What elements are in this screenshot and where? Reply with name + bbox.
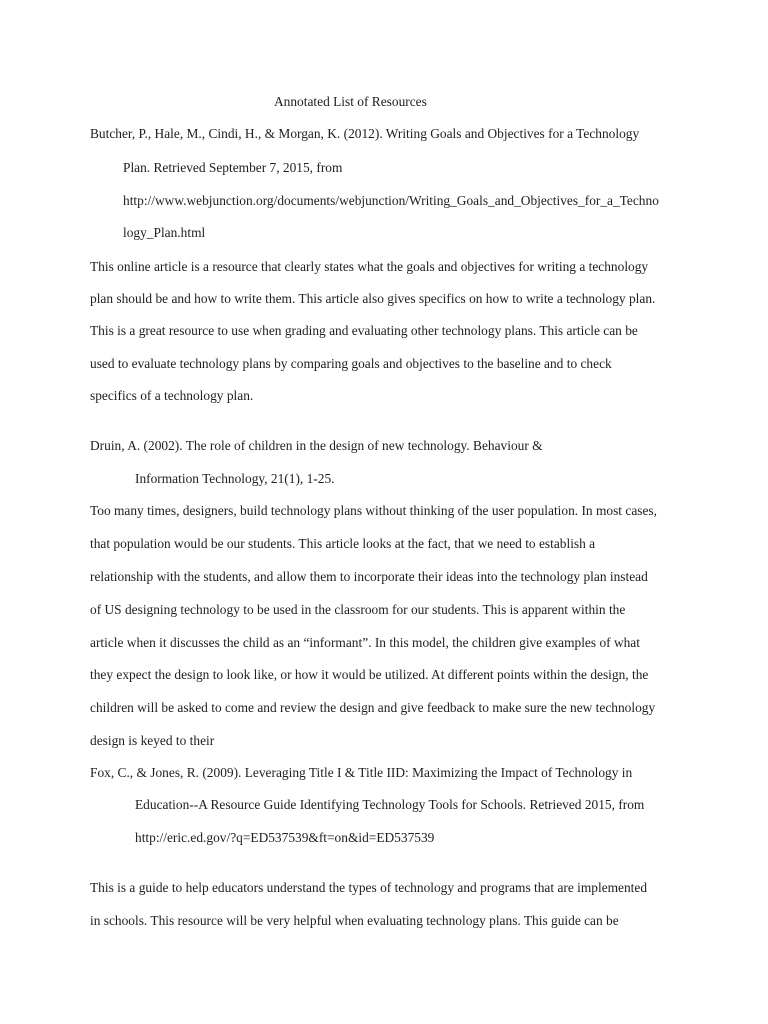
annotation-line: plan should be and how to write them. This article also gives specifics on how to write a technology plan. — [90, 291, 656, 306]
citation-line: Fox, C., & Jones, R. (2009). Leveraging Title I & Title IID: Maximizing the Impact of Technology in — [90, 765, 633, 780]
page-title: Annotated List of Resources — [274, 94, 427, 109]
annotation-line: in schools. This resource will be very helpful when evaluating technology plans. This guide can be — [90, 913, 619, 928]
annotation-line: Too many times, designers, build technology plans without thinking of the user population. In most cases, — [90, 503, 657, 518]
citation-url: logy_Plan.html — [123, 225, 206, 240]
annotation-line: article when it discusses the child as an “informant”. In this model, the children give examples of what — [90, 635, 640, 650]
annotation-line: they expect the design to look like, or how it would be utilized. At different points within the design, the — [90, 667, 649, 682]
citation-line: Druin, A. (2002). The role of children in the design of new technology. Behaviour & — [90, 438, 543, 453]
annotation-line: that population would be our students. This article looks at the fact, that we need to establish a — [90, 536, 596, 551]
citation-line: Information Technology, 21(1), 1-25. — [135, 471, 335, 486]
annotation-line: relationship with the students, and allow them to incorporate their ideas into the technology plan instead — [90, 569, 648, 584]
citation-url: http://eric.ed.gov/?q=ED537539&ft=on&id=ED537539 — [135, 830, 435, 845]
annotation-line: used to evaluate technology plans by comparing goals and objectives to the baseline and to check — [90, 356, 612, 371]
citation-line: Plan. Retrieved September 7, 2015, from — [123, 160, 343, 175]
citation-url: http://www.webjunction.org/documents/webjunction/Writing_Goals_and_Objectives_for_a_Techno — [123, 193, 659, 208]
annotation-line: This is a guide to help educators understand the types of technology and programs that are implemented — [90, 880, 648, 895]
annotation-line: This online article is a resource that clearly states what the goals and objectives for writing a technology — [90, 259, 649, 274]
annotation-line: This is a great resource to use when grading and evaluating other technology plans. This article can be — [90, 323, 638, 338]
annotation-line: design is keyed to their — [90, 733, 215, 748]
annotation-line: children will be asked to come and review the design and give feedback to make sure the new technology — [90, 700, 656, 715]
annotation-line: of US designing technology to be used in the classroom for our students. This is apparent within the — [90, 602, 626, 617]
citation-line: Education--A Resource Guide Identifying Technology Tools for Schools. Retrieved 2015, from — [135, 797, 645, 812]
citation-line: Butcher, P., Hale, M., Cindi, H., & Morgan, K. (2012). Writing Goals and Objectives for a Technology — [90, 126, 640, 141]
annotation-line: specifics of a technology plan. — [90, 388, 254, 403]
